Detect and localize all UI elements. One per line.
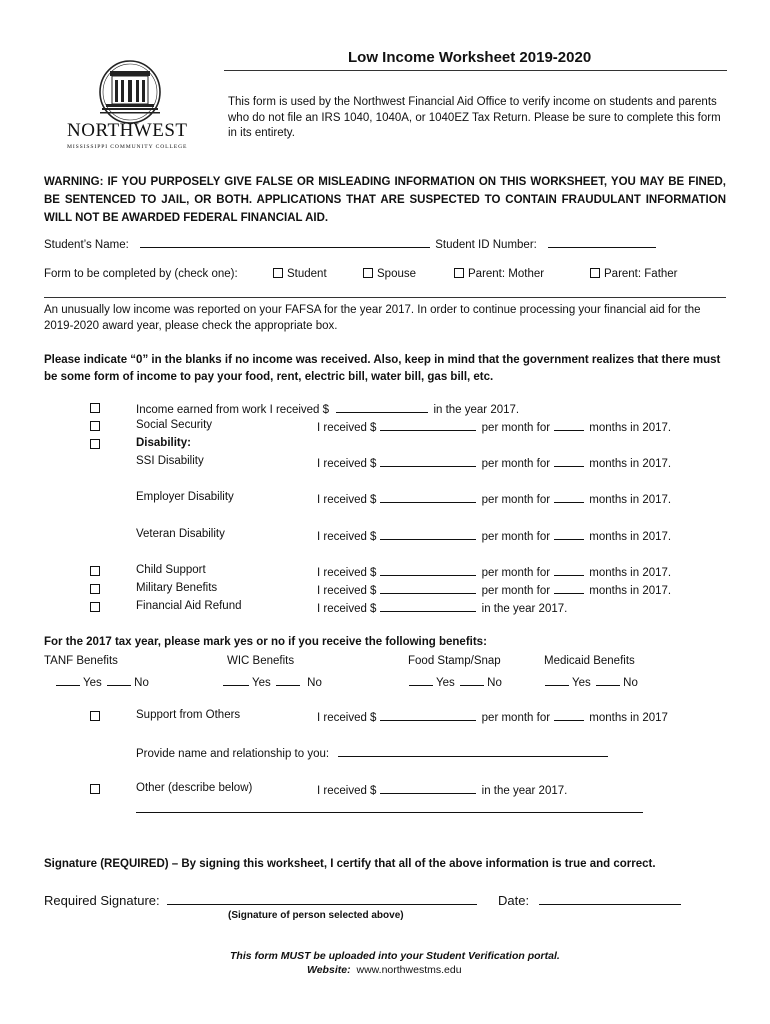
months-label: months in 2017 <box>589 712 668 724</box>
medicaid-yes-no <box>545 674 638 689</box>
website-link[interactable]: www.northwestms.edu <box>356 964 462 976</box>
per-month-label: per month for <box>481 458 551 470</box>
checkbox-fin-aid-refund[interactable] <box>90 602 100 612</box>
benefit-snap-label: Food Stamp/Snap <box>408 655 501 667</box>
completed-by-label: Form to be completed by (check one): <box>44 268 238 280</box>
fin-aid-refund-amount <box>317 600 567 615</box>
support-others-label: Support from Others <box>136 709 241 721</box>
option-father-label: Parent: Father <box>604 268 678 280</box>
work-income-label: Income earned from work I received $ <box>136 404 330 416</box>
provide-name-field[interactable] <box>338 745 608 757</box>
student-name-row <box>44 236 656 251</box>
months-field[interactable] <box>554 582 584 594</box>
military-label: Military Benefits <box>136 582 218 594</box>
received-label: I received $ <box>317 785 377 797</box>
no-field[interactable] <box>107 674 131 686</box>
amount-field[interactable] <box>380 709 476 721</box>
yes-label: Yes <box>436 677 455 689</box>
yes-label: Yes <box>252 677 271 689</box>
checkbox-work[interactable] <box>90 403 100 413</box>
student-id-field[interactable] <box>548 236 656 248</box>
other-label: Other (describe below) <box>136 782 253 794</box>
checkbox-icon[interactable] <box>590 268 600 278</box>
yes-field[interactable] <box>223 674 249 686</box>
building-logo-icon <box>62 58 198 126</box>
amount-field[interactable] <box>380 528 476 540</box>
option-student-label: Student <box>287 268 327 280</box>
in-year-label: in the year 2017. <box>481 785 568 797</box>
amount-field[interactable] <box>380 582 476 594</box>
per-month-label: per month for <box>481 422 551 434</box>
checkbox-other[interactable] <box>90 784 100 794</box>
yes-label: Yes <box>83 677 102 689</box>
signature-row <box>44 891 477 908</box>
college-logo <box>62 58 198 154</box>
date-row <box>498 891 681 908</box>
ssi-amount <box>317 455 671 470</box>
amount-field[interactable] <box>380 455 476 467</box>
yes-field[interactable] <box>56 674 80 686</box>
wic-yes-no <box>223 674 322 689</box>
per-month-label: per month for <box>481 585 551 597</box>
option-mother-label: Parent: Mother <box>468 268 545 280</box>
work-income-field[interactable] <box>336 401 428 413</box>
website-row <box>307 964 462 976</box>
received-label: I received $ <box>317 422 377 434</box>
months-label: months in 2017. <box>589 422 672 434</box>
option-spouse[interactable] <box>363 268 416 280</box>
received-label: I received $ <box>317 567 377 579</box>
checkbox-child-support[interactable] <box>90 566 100 576</box>
no-label: No <box>487 677 502 689</box>
option-parent-father[interactable] <box>590 268 678 280</box>
option-spouse-label: Spouse <box>377 268 417 280</box>
no-label: No <box>307 677 322 689</box>
months-label: months in 2017. <box>589 494 672 506</box>
student-name-field[interactable] <box>140 236 430 248</box>
employer-disability-label: Employer Disability <box>136 491 234 503</box>
months-field[interactable] <box>554 528 584 540</box>
checkbox-icon[interactable] <box>454 268 464 278</box>
notice-text: An unusually low income was reported on your FAFSA for the year 2017. In order to continue processing your financial aid for the 2019-2020 award year, please check the appropriate box. <box>44 304 701 332</box>
amount-field[interactable] <box>380 564 476 576</box>
section-divider <box>44 297 726 298</box>
provide-name-row <box>136 745 608 760</box>
checkbox-support-others[interactable] <box>90 711 100 721</box>
months-field[interactable] <box>554 455 584 467</box>
employer-disability-amount <box>317 491 671 506</box>
months-field[interactable] <box>554 709 584 721</box>
received-label: I received $ <box>317 585 377 597</box>
amount-field[interactable] <box>380 491 476 503</box>
snap-yes-no <box>409 674 502 689</box>
amount-field[interactable] <box>380 419 476 431</box>
title-divider <box>224 70 727 71</box>
received-label: I received $ <box>317 494 377 506</box>
months-field[interactable] <box>554 419 584 431</box>
months-label: months in 2017. <box>589 567 672 579</box>
yes-field[interactable] <box>409 674 433 686</box>
benefit-tanf-label: TANF Benefits <box>44 655 118 667</box>
no-field[interactable] <box>596 674 620 686</box>
veteran-disability-amount <box>317 528 671 543</box>
other-amount <box>317 782 567 797</box>
yes-label: Yes <box>572 677 591 689</box>
work-income-suffix: in the year 2017. <box>433 404 520 416</box>
signature-field[interactable] <box>167 891 477 905</box>
per-month-label: per month for <box>481 531 551 543</box>
social-security-label: Social Security <box>136 419 213 431</box>
checkbox-military[interactable] <box>90 584 100 594</box>
date-field[interactable] <box>539 891 681 905</box>
received-label: I received $ <box>317 458 377 470</box>
checkbox-disability[interactable] <box>90 439 100 449</box>
child-support-amount <box>317 564 671 579</box>
option-student[interactable] <box>273 268 327 280</box>
in-year-label: in the year 2017. <box>481 603 568 615</box>
date-label: Date: <box>498 893 530 908</box>
website-label: Website: <box>307 964 351 976</box>
per-month-label: per month for <box>481 712 551 724</box>
support-others-amount <box>317 709 668 724</box>
checkbox-icon[interactable] <box>273 268 283 278</box>
signature-statement: Signature (REQUIRED) – By signing this worksheet, I certify that all of the above information is true and correct. <box>44 858 656 870</box>
ssi-label: SSI Disability <box>136 455 204 467</box>
option-parent-mother[interactable] <box>454 268 544 280</box>
disability-heading: Disability: <box>136 437 191 449</box>
received-label: I received $ <box>317 603 377 615</box>
checkbox-social-security[interactable] <box>90 421 100 431</box>
work-income-row <box>136 401 519 416</box>
received-label: I received $ <box>317 531 377 543</box>
fin-aid-refund-label: Financial Aid Refund <box>136 600 242 612</box>
months-field[interactable] <box>554 564 584 576</box>
months-label: months in 2017. <box>589 458 672 470</box>
instructions-text: Please indicate “0” in the blanks if no income was received. Also, keep in mind that the government realizes that there must be some form of income to pay your food, rent, electric bill, water bill, gas bill, etc. <box>44 354 721 383</box>
intro-text: This form is used by the Northwest Financial Aid Office to verify income on students and parents who do not file an IRS 1040, 1040A, or 1040EZ Tax Return. Please be sure to complete this form in its entirety. <box>228 96 721 139</box>
per-month-label: per month for <box>481 494 551 506</box>
page-title: Low Income Worksheet 2019-2020 <box>348 49 592 66</box>
provide-name-label: Provide name and relationship to you: <box>136 748 330 760</box>
no-label: No <box>623 677 638 689</box>
benefits-heading: For the 2017 tax year, please mark yes or no if you receive the following benefits: <box>44 636 487 648</box>
upload-note: This form MUST be uploaded into your Student Verification portal. <box>230 950 560 962</box>
other-description-line[interactable] <box>136 812 643 813</box>
received-label: I received $ <box>317 712 377 724</box>
no-field[interactable] <box>460 674 484 686</box>
per-month-label: per month for <box>481 567 551 579</box>
months-field[interactable] <box>554 491 584 503</box>
amount-field[interactable] <box>380 782 476 794</box>
signature-caption: (Signature of person selected above) <box>228 910 404 921</box>
months-label: months in 2017. <box>589 585 672 597</box>
required-signature-label: Required Signature: <box>44 893 160 908</box>
months-label: months in 2017. <box>589 531 672 543</box>
tanf-yes-no <box>56 674 149 689</box>
benefit-wic-label: WIC Benefits <box>227 655 295 667</box>
veteran-disability-label: Veteran Disability <box>136 528 225 540</box>
no-field[interactable] <box>276 674 300 686</box>
benefit-medicaid-label: Medicaid Benefits <box>544 655 635 667</box>
social-security-amount <box>317 419 671 434</box>
checkbox-icon[interactable] <box>363 268 373 278</box>
logo-name: NORTHWEST <box>67 120 188 141</box>
student-name-label: Student’s Name: <box>44 239 129 251</box>
child-support-label: Child Support <box>136 564 206 576</box>
yes-field[interactable] <box>545 674 569 686</box>
logo-subtitle: MISSISSIPPI COMMUNITY COLLEGE <box>67 144 188 150</box>
military-amount <box>317 582 671 597</box>
amount-field[interactable] <box>380 600 476 612</box>
no-label: No <box>134 677 149 689</box>
student-id-label: Student ID Number: <box>435 239 537 251</box>
warning-text: WARNING: IF YOU PURPOSELY GIVE FALSE OR MISLEADING INFORMATION ON THIS WORKSHEET, YOU MAY BE FINED, BE SENTENCED TO JAIL, OR BOTH. APPLICATIONS THAT ARE SUSPECTED TO CONTAIN FRAUDULANT INFORMATION WILL NOT BE AWARDED FEDERAL FINANCIAL AID. <box>44 176 726 224</box>
